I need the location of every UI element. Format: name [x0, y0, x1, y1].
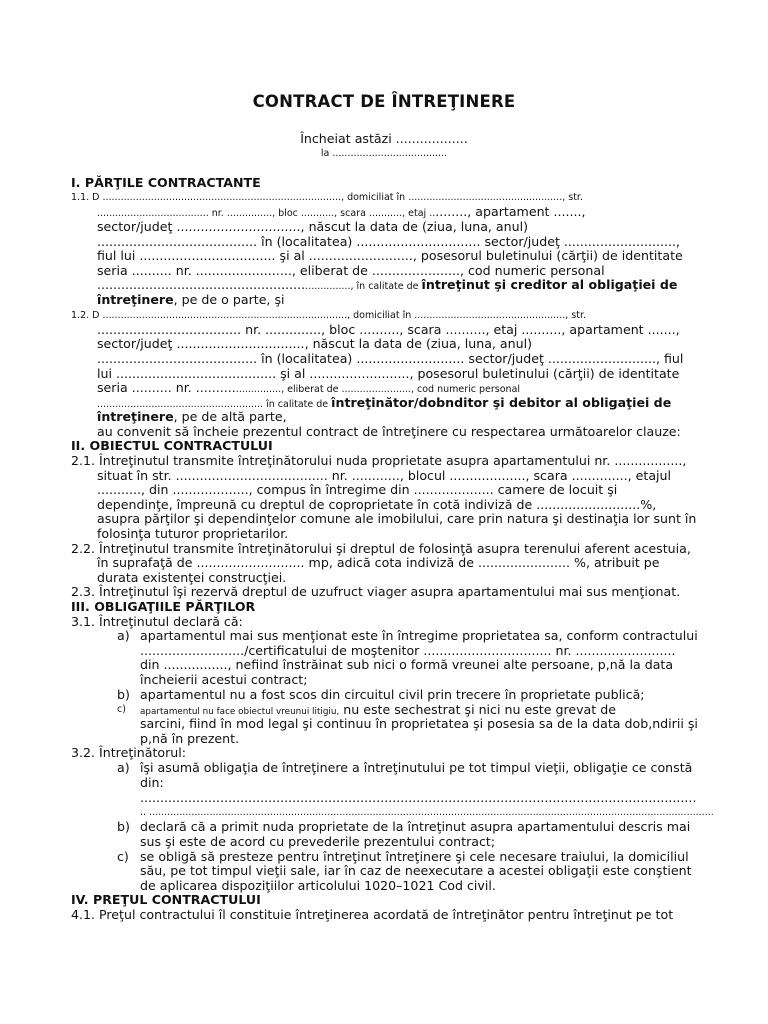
party1-line: 1.1. D ..............................................................................., domiciliat în ..................................................., str.	[71, 192, 583, 203]
party1-line: seria .......... nr. ........................, eliberat de ......................, cod numeric personal	[97, 263, 605, 278]
concluded-date-line: Încheiat astăzi ..................	[300, 131, 468, 146]
clause-2-2-line: 2.2. Întreţinutul transmite întreţinătorului şi dreptul de folosinţă asupra terenului aferent acestuia,	[71, 541, 691, 556]
party2-line: seria .......... nr. ........................., eliberat de ......................., cod numeric personal	[97, 380, 521, 395]
party2-line: sector/judeţ ................................, născut la data de (ziua, luna, anul)	[97, 336, 533, 351]
clause-2-1-line: dependinţe, împreună cu dreptul de coproprietate în cotă indiviză de ..........................%,	[97, 497, 657, 512]
party1-line: ..................................................................., în calitate de întreţinut şi creditor al obligaţiei de	[97, 277, 678, 292]
party2-line: 1.2. D ................................................................................., domiciliat în .................................................., str.	[71, 310, 587, 321]
clause-4-1-line: 4.1. Preţul contractului îl constituie întreţinerea acordată de întreţinător pentru întreţinut pe tot	[71, 907, 674, 922]
party2-line: .................................... nr. .............., bloc .........., scara .........., etaj .........., apartament .......,	[97, 322, 680, 337]
clause-3-1-b-line: apartamentul nu a fost scos din circuitul civil prin trecere în proprietate publică;	[140, 687, 645, 702]
clause-3-2-b-line: declară că a primit nuda proprietate de la întreţinut asupra apartamentului descris mai	[140, 819, 691, 834]
section-heading-price: IV. PREŢUL CONTRACTULUI	[71, 892, 261, 907]
list-marker: b)	[117, 819, 130, 834]
clause-2-3-line: 2.3. Întreţinutul îşi rezervă dreptul de uzufruct viager asupra apartamentului mai sus menţionat.	[71, 584, 681, 599]
clause-2-1-line: situat în str. ...................................... nr. ............, blocul ..................., scara .............., etajul	[97, 468, 672, 483]
clause-2-2-line: durata existenţei construcţiei.	[97, 570, 287, 585]
list-marker: c)	[117, 704, 126, 715]
clause-3-2-heading: 3.2. Întreţinătorul:	[71, 745, 186, 760]
party2-line: întreţinere, pe de altă parte,	[97, 409, 287, 424]
clause-3-1-c-line: p,nă în prezent.	[140, 731, 240, 746]
clause-3-2-c-line: se obligă să presteze pentru întreţinut întreţinere şi cele necesare traiului, la domiciliul	[140, 849, 689, 864]
clause-3-2-b-line: sus şi este de acord cu prevederile prezentului contract;	[140, 834, 496, 849]
clause-3-2-a-dotted-line: .. ...........................................................................................................................................................................................	[140, 807, 714, 818]
section-heading-obligations: III. OBLIGAŢIILE PĂRŢILOR	[71, 599, 256, 614]
clause-3-1-a-line: ........................../certificatului de moştenitor ................................ nr. .........................	[140, 643, 676, 658]
agreement-line: au convenit să încheie prezentul contract de întreţinere cu respectarea următoarelor clauze:	[97, 424, 681, 439]
document-title: CONTRACT DE ÎNTREŢINERE	[252, 92, 516, 111]
clause-2-1-line: folosinţa tuturor proprietarilor.	[97, 526, 289, 541]
party2-line: lui ........................................ şi al ........................., posesorul buletinului (cărţii) de identitate	[97, 366, 680, 381]
list-marker: a)	[117, 628, 130, 643]
clause-2-1-line: 2.1. Întreţinutul transmite întreţinătorului nuda proprietate asupra apartamentului nr. .................,	[71, 453, 687, 468]
clause-2-2-line: în suprafaţă de ........................... mp, adică cota indiviză de ....................... %, atribuit pe	[97, 555, 660, 570]
clause-3-1-a-line: din ................, nefiind înstrăinat sub nici o formă vreunei alte persoane, p,nă la data	[140, 657, 674, 672]
clause-3-1-c-line: sarcini, fiind în mod legal şi continuu în proprietatea şi posesia sa de la data dob,ndirii şi	[140, 716, 698, 731]
clause-3-2-c-line: său, pe tot timpul vieţii sale, iar în caz de neexecutare a acestei obligaţii este conştient	[140, 863, 692, 878]
party1-line: fiul lui .................................. şi al .........................., posesorul buletinului (cărţii) de identitate	[97, 248, 683, 263]
section-heading-object: II. OBIECTUL CONTRACTULUI	[71, 438, 273, 453]
clause-3-2-a-line: din:	[140, 775, 164, 790]
clause-3-1-c-line: apartamentul nu face obiectul vreunui litigiu, nu este sechestrat şi nici nu este grevat de	[140, 702, 616, 717]
party1-line: ........................................ în (localitatea) ............................... sector/judeţ ............................,	[97, 234, 681, 249]
concluded-place-line: la ......................................	[320, 148, 448, 159]
list-marker: a)	[117, 760, 130, 775]
clause-3-2-a-dotted-line: ...........................................................................................................................................	[140, 790, 697, 805]
list-marker: c)	[117, 849, 129, 864]
party1-line: întreţinere, pe de o parte, şi	[97, 292, 285, 307]
clause-3-1-heading: 3.1. Întreţinutul declară că:	[71, 614, 243, 629]
clause-3-1-a-line: apartamentul mai sus menţionat este în întregime proprietatea sa, conform contractului	[140, 628, 698, 643]
section-heading-parties: I. PĂRŢILE CONTRACTANTE	[71, 175, 261, 190]
clause-2-1-line: asupra părţilor şi dependinţelor comune ale imobilului, care prin natura şi destinaţia lor sunt în	[97, 511, 697, 526]
clause-3-2-c-line: de aplicarea dispoziţiilor articolului 1020–1021 Cod civil.	[140, 878, 496, 893]
party1-line: ..................................... nr. ..............., bloc ..........., scara ..........., etaj .........., apartament .......,	[97, 204, 586, 219]
clause-2-1-line: ..........., din ..................., compus în întregime din .................... camere de locuit şi	[97, 482, 618, 497]
party1-line: sector/judeţ ..............................., născut la data de (ziua, luna, anul)	[97, 219, 529, 234]
party2-line: ........................................ în (localitatea) ........................... sector/judeţ ..........................., fiul	[97, 351, 684, 366]
clause-3-2-a-line: îşi asumă obligaţia de întreţinere a întreţinutului pe tot timpul vieţii, obligaţie ce constă	[140, 760, 693, 775]
clause-3-1-a-line: încheierii acestui contract;	[140, 672, 308, 687]
party2-line: ....................................................... în calitate de întreţinător/dobnditor şi debitor al obligaţiei de	[97, 395, 672, 410]
list-marker: b)	[117, 687, 130, 702]
